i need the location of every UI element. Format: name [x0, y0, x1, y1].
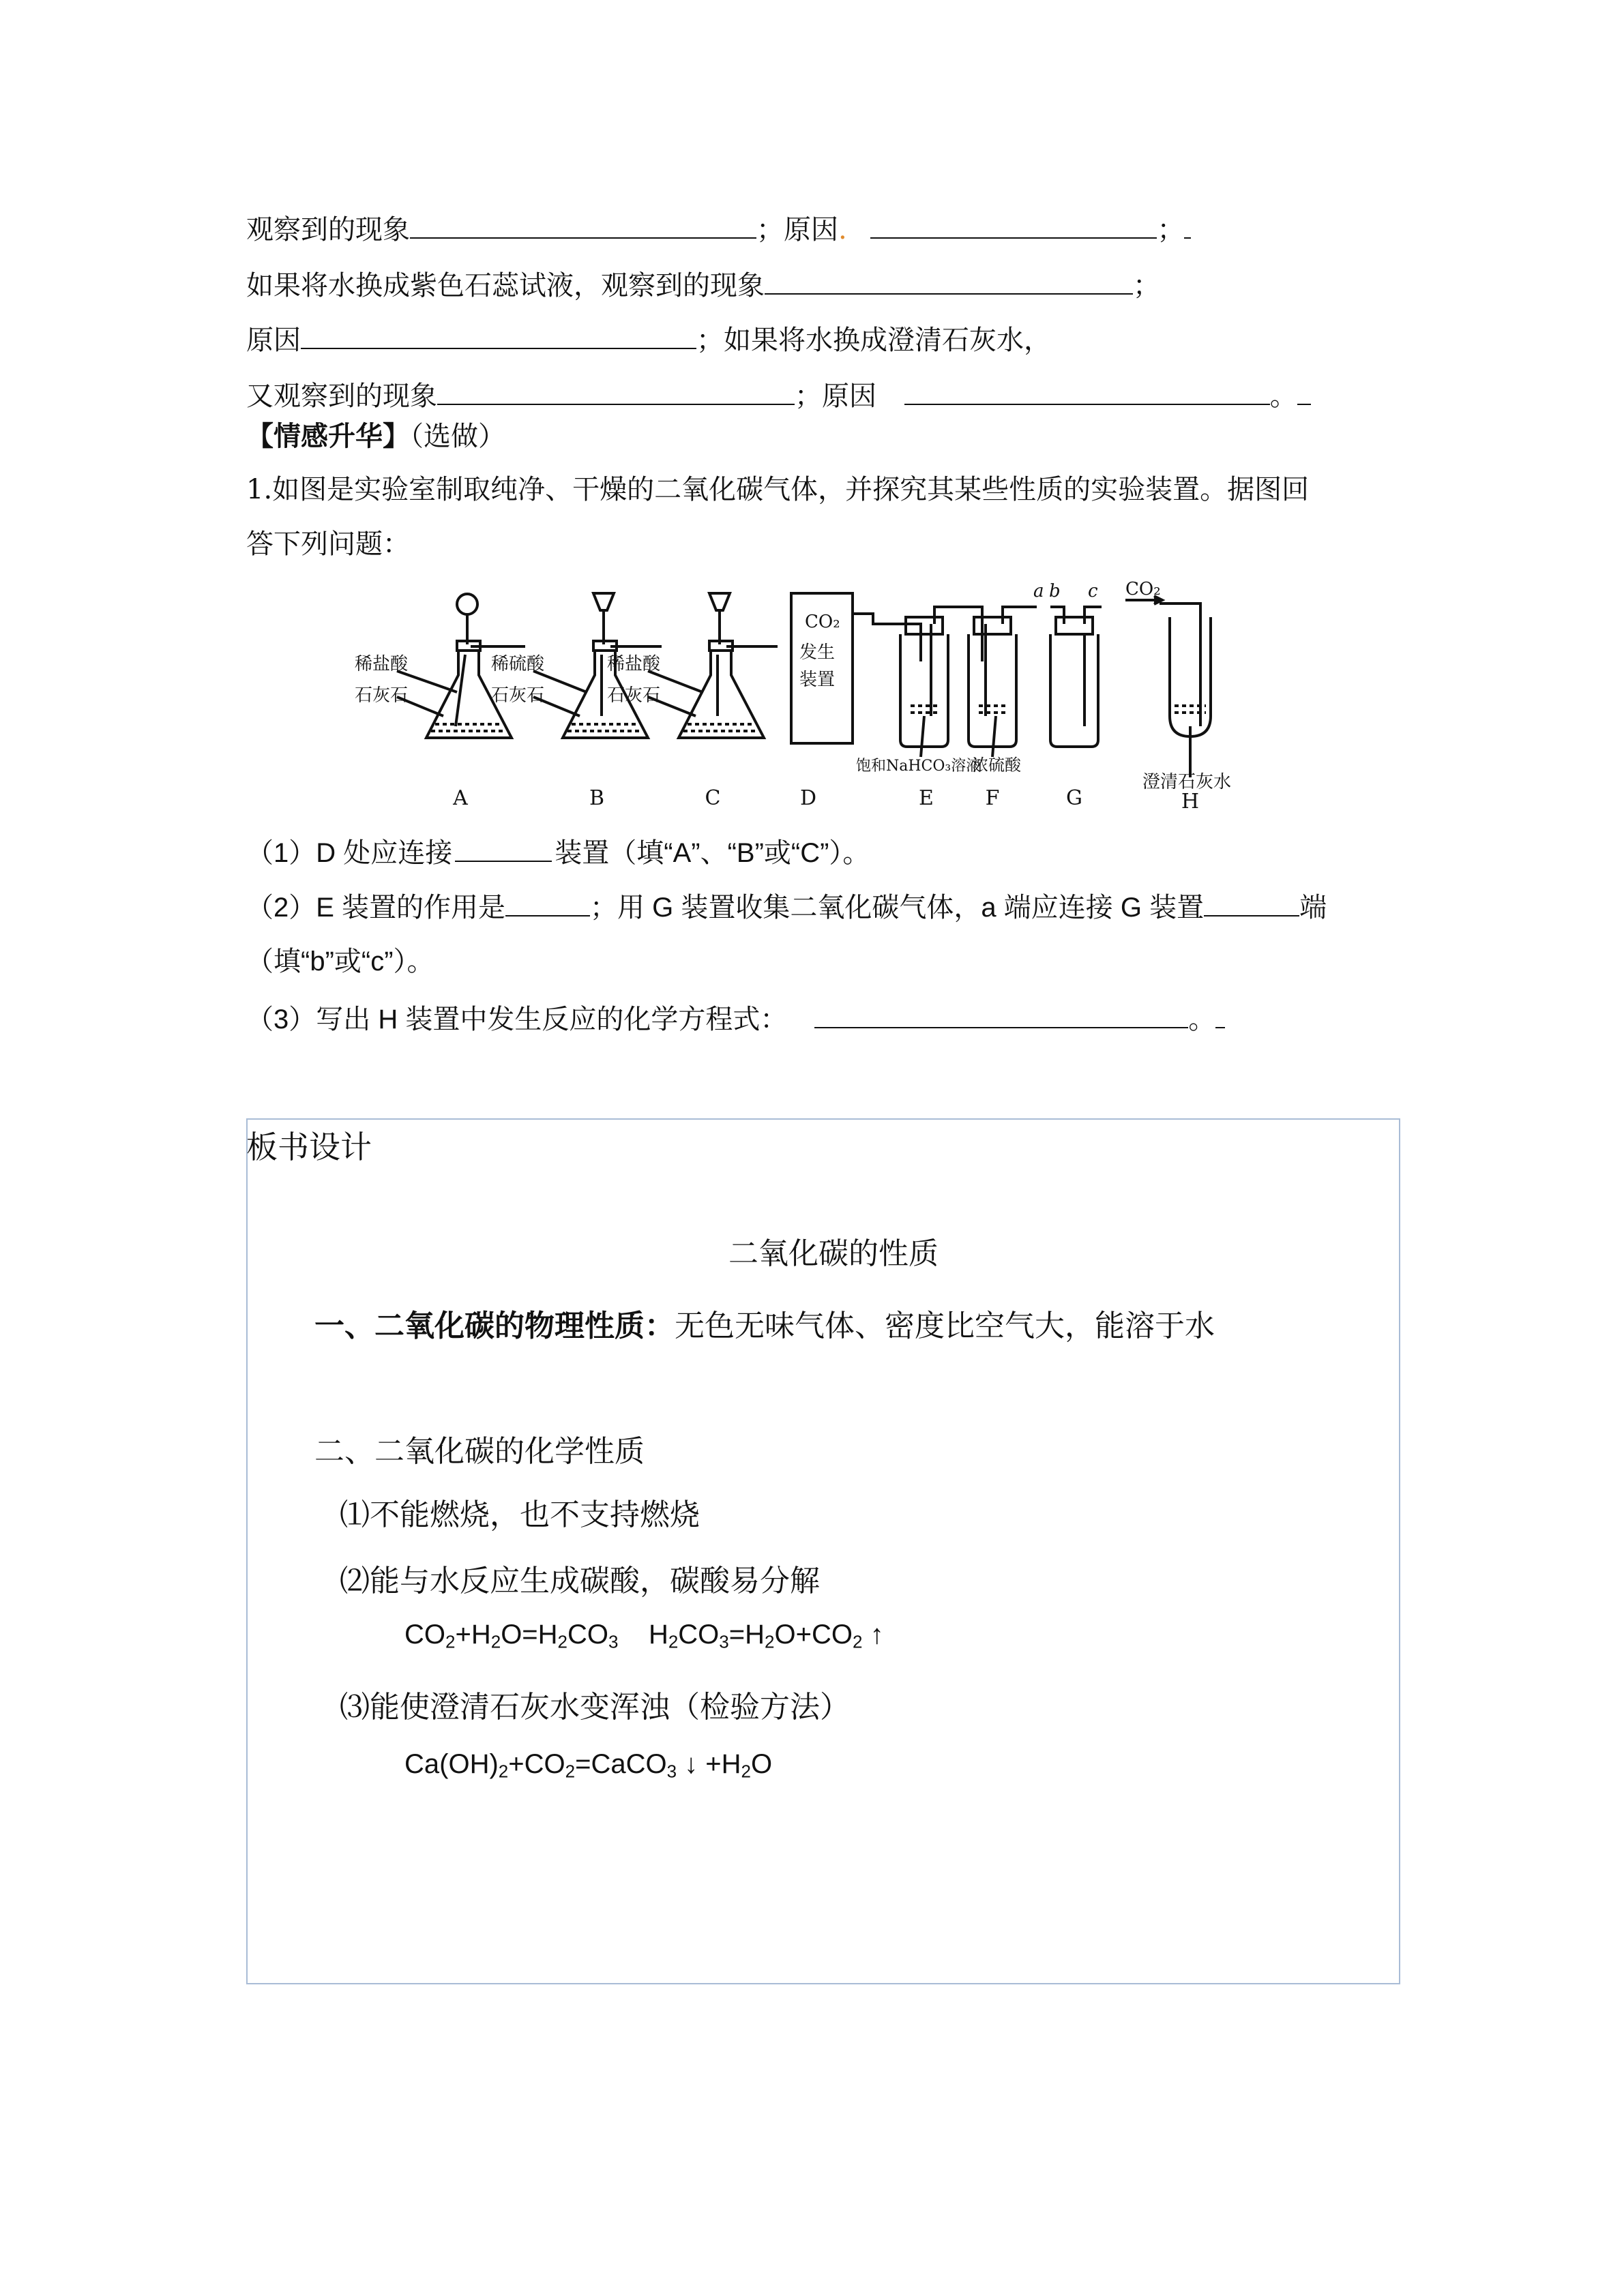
apparatus-label-b: B — [589, 786, 605, 810]
answer-blank[interactable] — [301, 320, 696, 349]
property-2: ⑵能与水反应生成碳酸，碳酸易分解 — [340, 1564, 820, 1598]
apparatus-label-c: C — [705, 786, 721, 810]
sub-question-2: （2）E 装置的作用是 ；用 G 装置收集二氧化碳气体，a 端应连接 G 装置 端 — [246, 888, 1327, 927]
port-a: a — [1033, 581, 1044, 601]
answer-blank[interactable] — [1215, 1000, 1225, 1028]
answer-blank[interactable] — [505, 888, 590, 916]
question-line-4: 又观察到的现象 ；原因 。 — [246, 376, 1311, 415]
chemical-properties-heading: 二、二氧化碳的化学性质 — [314, 1434, 645, 1469]
property-3: ⑶能使澄清石灰水变浑浊（检验方法） — [340, 1690, 850, 1725]
label-nahco3: 饱和NaHCO₃溶液 — [856, 758, 981, 775]
answer-blank[interactable] — [1184, 210, 1191, 239]
sub-question-2-cont: （填“b”或“c”）。 — [246, 946, 434, 976]
board-title: 二氧化碳的性质 — [728, 1236, 939, 1271]
sub-question-1: （1）D 处应连接 装置（填“A”、“B”或“C”）。 — [246, 833, 870, 872]
label-acid-a: 稀盐酸 — [355, 654, 409, 674]
answer-blank[interactable] — [904, 376, 1270, 405]
question-1-text-cont: 答下列问题： — [246, 528, 410, 560]
board-label: 板书设计 — [246, 1129, 372, 1165]
label-stone-b: 石灰石 — [491, 685, 545, 706]
label-gen-2: 装置 — [799, 670, 836, 690]
question-line-3: 原因 ；如果将水换成澄清石灰水， — [246, 320, 1051, 359]
port-c: c — [1088, 581, 1098, 601]
sub-question-3: （3）写出 H 装置中发生反应的化学方程式： 。 — [246, 1000, 1225, 1039]
answer-blank[interactable] — [410, 210, 756, 239]
answer-blank[interactable] — [455, 833, 552, 862]
bottle-g — [1050, 607, 1102, 747]
question-line-1: 观察到的现象 ；原因. ； — [246, 210, 1191, 249]
label-stone-c: 石灰石 — [607, 685, 661, 706]
answer-blank[interactable] — [870, 210, 1157, 239]
test-tube-h — [1125, 596, 1211, 736]
answer-blank[interactable] — [437, 376, 795, 405]
apparatus-figure — [355, 580, 1269, 811]
label-co2-box: CO₂ — [805, 612, 840, 632]
apparatus-label-e: E — [919, 786, 934, 810]
board-design-box — [246, 1118, 1400, 1984]
answer-blank[interactable] — [765, 266, 1133, 295]
section-heading: 【情感升华】（选做） — [246, 420, 505, 452]
apparatus-label-f: F — [985, 786, 1000, 810]
label-stone-a: 石灰石 — [355, 685, 409, 706]
label-acid-c: 稀盐酸 — [607, 654, 661, 674]
physical-properties: 一、二氧化碳的物理性质：无色无味气体、密度比空气大，能溶于水 — [314, 1309, 1215, 1343]
answer-blank[interactable] — [1204, 888, 1299, 916]
label-acid-b: 稀硫酸 — [491, 654, 545, 674]
apparatus-label-a: A — [453, 786, 468, 810]
port-b: b — [1049, 581, 1061, 601]
answer-blank[interactable] — [814, 1000, 1188, 1028]
answer-blank[interactable] — [1297, 376, 1311, 405]
label-co2-h: CO₂ — [1125, 580, 1161, 599]
property-1: ⑴不能燃烧，也不支持燃烧 — [340, 1497, 700, 1532]
question-line-2: 如果将水换成紫色石蕊试液，观察到的现象 ； — [246, 266, 1160, 305]
label-conc-acid: 浓硫酸 — [972, 756, 1021, 775]
apparatus-label-d: D — [799, 786, 817, 810]
equation-limewater: $Ca(OH)_2+CO_2=CaCO_3$ ↓ $+H_2O$ — [404, 1749, 773, 1782]
bottle-f — [969, 607, 1037, 747]
label-limewater: 澄清石灰水 — [1142, 772, 1232, 792]
apparatus-label-h: H — [1181, 790, 1200, 811]
question-1-text: 1.如图是实验室制取纯净、干燥的二氧化碳气体，并探究其某些性质的实验装置。据图回 — [246, 474, 1310, 505]
apparatus-label-g: G — [1066, 786, 1082, 810]
label-gen-1: 发生 — [799, 642, 836, 663]
equation-carbonic-acid: $CO_2+H_2O=H_2CO_3$ $H_2CO_3=H_2O+CO_2$ ↑ — [404, 1620, 884, 1652]
